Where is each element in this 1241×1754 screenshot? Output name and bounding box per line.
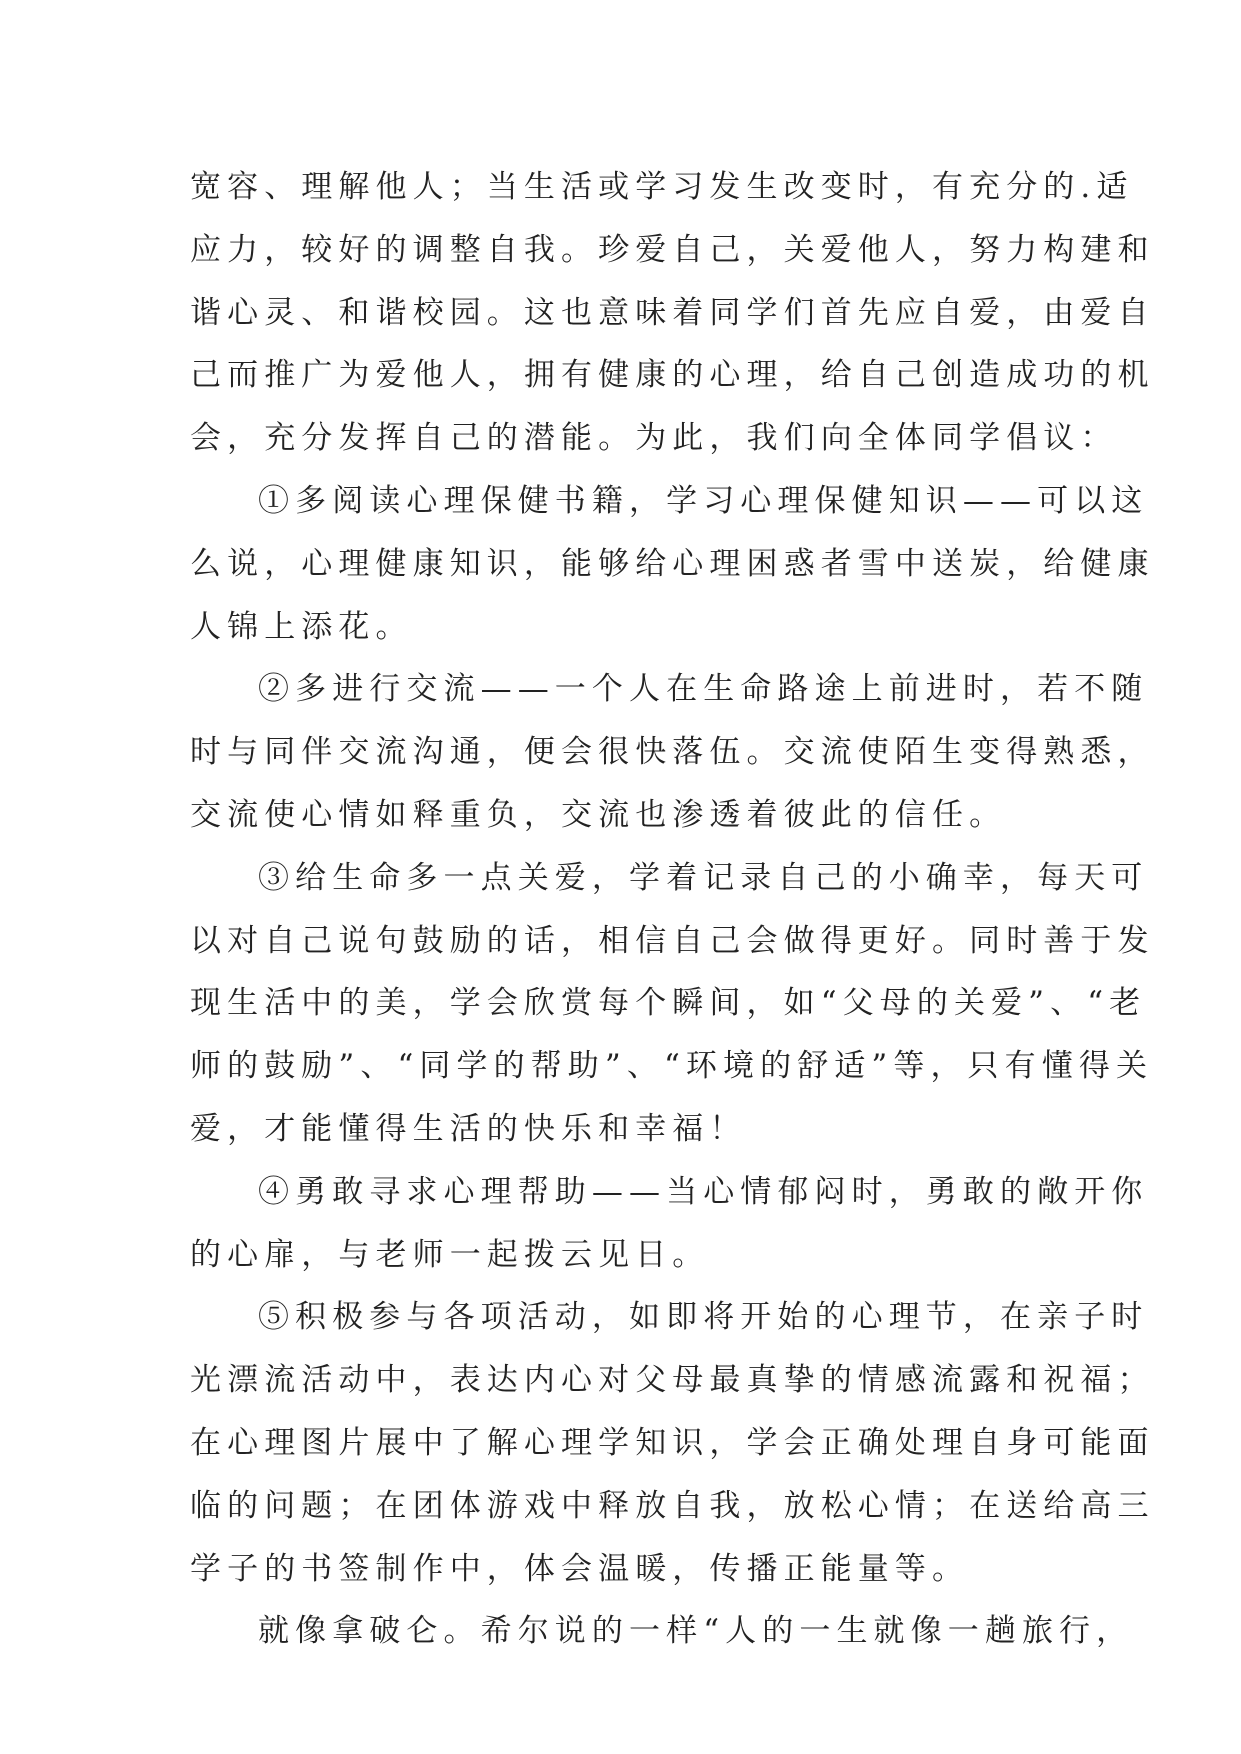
text-line: 学子的书签制作中，体会温暖，传播正能量等。 (190, 1550, 970, 1587)
paragraph-item-3 (190, 847, 1155, 1161)
text-line: 师的鼓励”、“同学的帮助”、“环境的舒适”等，只有懂得关 (190, 1048, 1154, 1085)
text-line: 己而推广为爱他人，拥有健康的心理，给自己创造成功的机 (190, 357, 1155, 394)
text-line: ④勇敢寻求心理帮助——当心情郁闷时，勇敢的敞开你 (258, 1173, 1149, 1210)
text-line: 临的问题；在团体游戏中释放自我，放松心情；在送给高三 (190, 1487, 1155, 1524)
text-line: 宽容、理解他人；当生活或学习发生改变时，有充分的.适 (190, 169, 1134, 205)
text-line: 就像拿破仑。希尔说的一样“人的一生就像一趟旅行， (258, 1613, 1134, 1650)
text-line: 应力，较好的调整自我。珍爱自己，关爱他人，努力构建和 (190, 231, 1155, 268)
text-line: 现生活中的美，学会欣赏每个瞬间，如“父母的关爱”、“老 (190, 985, 1147, 1022)
text-line: 谐心灵、和谐校园。这也意味着同学们首先应自爱，由爱自 (190, 294, 1155, 331)
paragraph-item-2 (190, 658, 1155, 846)
text-line: 光漂流活动中，表达内心对父母最真挚的情感流露和祝福； (190, 1362, 1155, 1399)
paragraph-item-4 (190, 1161, 1149, 1287)
paragraph-item-1 (190, 470, 1155, 658)
text-line: 的心扉，与老师一起拨云见日。 (190, 1236, 710, 1273)
paragraph-intro (190, 156, 1155, 470)
paragraph-closing (190, 1600, 1134, 1663)
text-line: ②多进行交流——一个人在生命路途上前进时，若不随 (258, 671, 1149, 708)
text-line: ⑤积极参与各项活动，如即将开始的心理节，在亲子时 (258, 1299, 1149, 1336)
text-line: 会，充分发挥自己的潜能。为此，我们向全体同学倡议： (190, 420, 1118, 457)
text-line: ③给生命多一点关爱，学着记录自己的小确幸，每天可 (258, 859, 1149, 896)
document-page (190, 156, 1155, 1663)
text-line: 爱，才能懂得生活的快乐和幸福！ (190, 1110, 747, 1147)
text-line: 在心理图片展中了解心理学知识，学会正确处理自身可能面 (190, 1424, 1155, 1461)
text-line: 交流使心情如释重负，交流也渗透着彼此的信任。 (190, 796, 1007, 833)
text-line: 人锦上添花。 (190, 608, 413, 645)
text-line: 以对自己说句鼓励的话，相信自己会做得更好。同时善于发 (190, 922, 1155, 959)
text-line: 么说，心理健康知识，能够给心理困惑者雪中送炭，给健康 (190, 545, 1155, 582)
text-line: 时与同伴交流沟通，便会很快落伍。交流使陌生变得熟悉， (190, 734, 1155, 771)
paragraph-item-5 (190, 1286, 1155, 1600)
text-line: ①多阅读心理保健书籍，学习心理保健知识——可以这 (258, 482, 1149, 519)
